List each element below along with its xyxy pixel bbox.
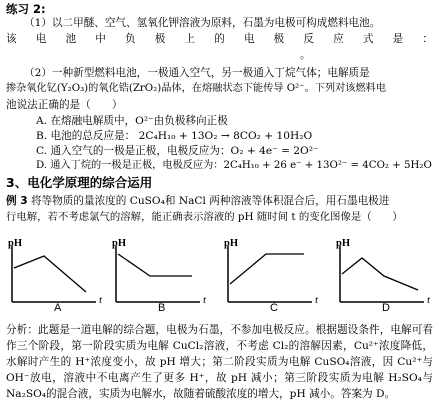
graph-a-xlabel: t xyxy=(98,294,102,306)
ph-graph-options xyxy=(0,236,439,318)
graph-a xyxy=(6,236,106,318)
section-heading: 3、电化学原理的综合运用 xyxy=(6,175,153,190)
graph-c-ylabel: pH xyxy=(224,238,239,249)
q1-line1: （1）以二甲醚、空气、氢氧化钾溶液为原料，石墨为电极可构成燃料电池。 xyxy=(24,17,381,29)
example-label: 例 3 xyxy=(6,195,28,207)
q2-line2: 掺杂氧化钇(Y₂O₃)的氧化锆(ZrO₂)晶体，在熔融状态下能传导 O²⁻。下列对该燃料电 xyxy=(6,83,387,94)
q2-option-a: A. 在熔融电解质中，O²⁻由负极移向正极 xyxy=(36,115,228,127)
exercise-title: 练习 2: xyxy=(6,2,46,16)
q1-answer-end: 。 xyxy=(300,49,311,61)
q2-line3: 池说法正确的是（ ） xyxy=(6,99,123,111)
graph-d xyxy=(334,236,434,318)
graph-a-curve xyxy=(14,256,86,292)
graph-a-label: A xyxy=(54,302,62,314)
graph-c xyxy=(222,236,322,318)
analysis-paragraph: 分析：此题是一道电解的综合题，电极为石墨，不参加电极反应。根据题设条件，电解可看作三个阶段，第一阶段实质为电解 CuCl₂溶液，不考虑 Cl₂的溶解因素，Cu²⁺浓度降低，水解时产生的 H⁺浓度变小，故 pH 增大；第二阶段实质为电解 CuSO₄溶液，因 Cu²⁺与 OH⁻放电，溶液中不电离产生了更多 H⁺，故 pH 减小；第三阶段实质为电解 H₂SO₄与 Na₂SO₄的混合液，实质为电解水，故随着硫酸浓度的增大，pH 减小。答案为 D。 xyxy=(6,324,433,400)
graph-a-ylabel: pH xyxy=(8,238,23,249)
example-text1: 将等物质的量浓度的 CuSO₄和 NaCl 两种溶液等体积混合后，用石墨电极进 xyxy=(31,195,390,207)
graph-d-ylabel: pH xyxy=(336,238,351,249)
graph-d-curve xyxy=(342,258,418,290)
example-line1 xyxy=(6,194,433,208)
graph-b xyxy=(110,236,210,318)
q2-line1: （2）一种新型燃料电池，一极通入空气，另一极通入丁烷气体；电解质是 xyxy=(24,67,370,79)
graph-c-xlabel: t xyxy=(314,294,318,306)
q2-option-c: C. 通入空气的一极是正极，电极反应为：O₂ + 4e⁻ = 2O²⁻ xyxy=(36,145,319,157)
graph-d-xlabel: t xyxy=(426,294,430,306)
graph-b-xlabel: t xyxy=(202,294,206,306)
q1-line2: 该 电 池 中 负 极 上 的 电 极 反 应 式 是 ： xyxy=(6,33,433,45)
graph-c-label: C xyxy=(270,302,278,314)
q2-option-d: D. 通入丁烷的一极是正极，电极反应为：2C₄H₁₀ + 26 e⁻ + 13O²⁻ = 4CO₂ + 5H₂O xyxy=(36,160,432,171)
example-line2: 行电解，若不考虑氯气的溶解，能正确表示溶液的 pH 随时间 t 的变化图像是（ ） xyxy=(6,211,403,223)
graph-b-label: B xyxy=(158,302,166,314)
graph-b-ylabel: pH xyxy=(112,238,127,249)
graph-b-curve xyxy=(118,254,192,276)
graph-d-label: D xyxy=(382,302,390,314)
graph-c-curve xyxy=(230,254,304,284)
q2-option-b: B. 电池的总反应是： 2C₄H₁₀ + 13O₂ → 8CO₂ + 10H₂O xyxy=(36,130,313,142)
